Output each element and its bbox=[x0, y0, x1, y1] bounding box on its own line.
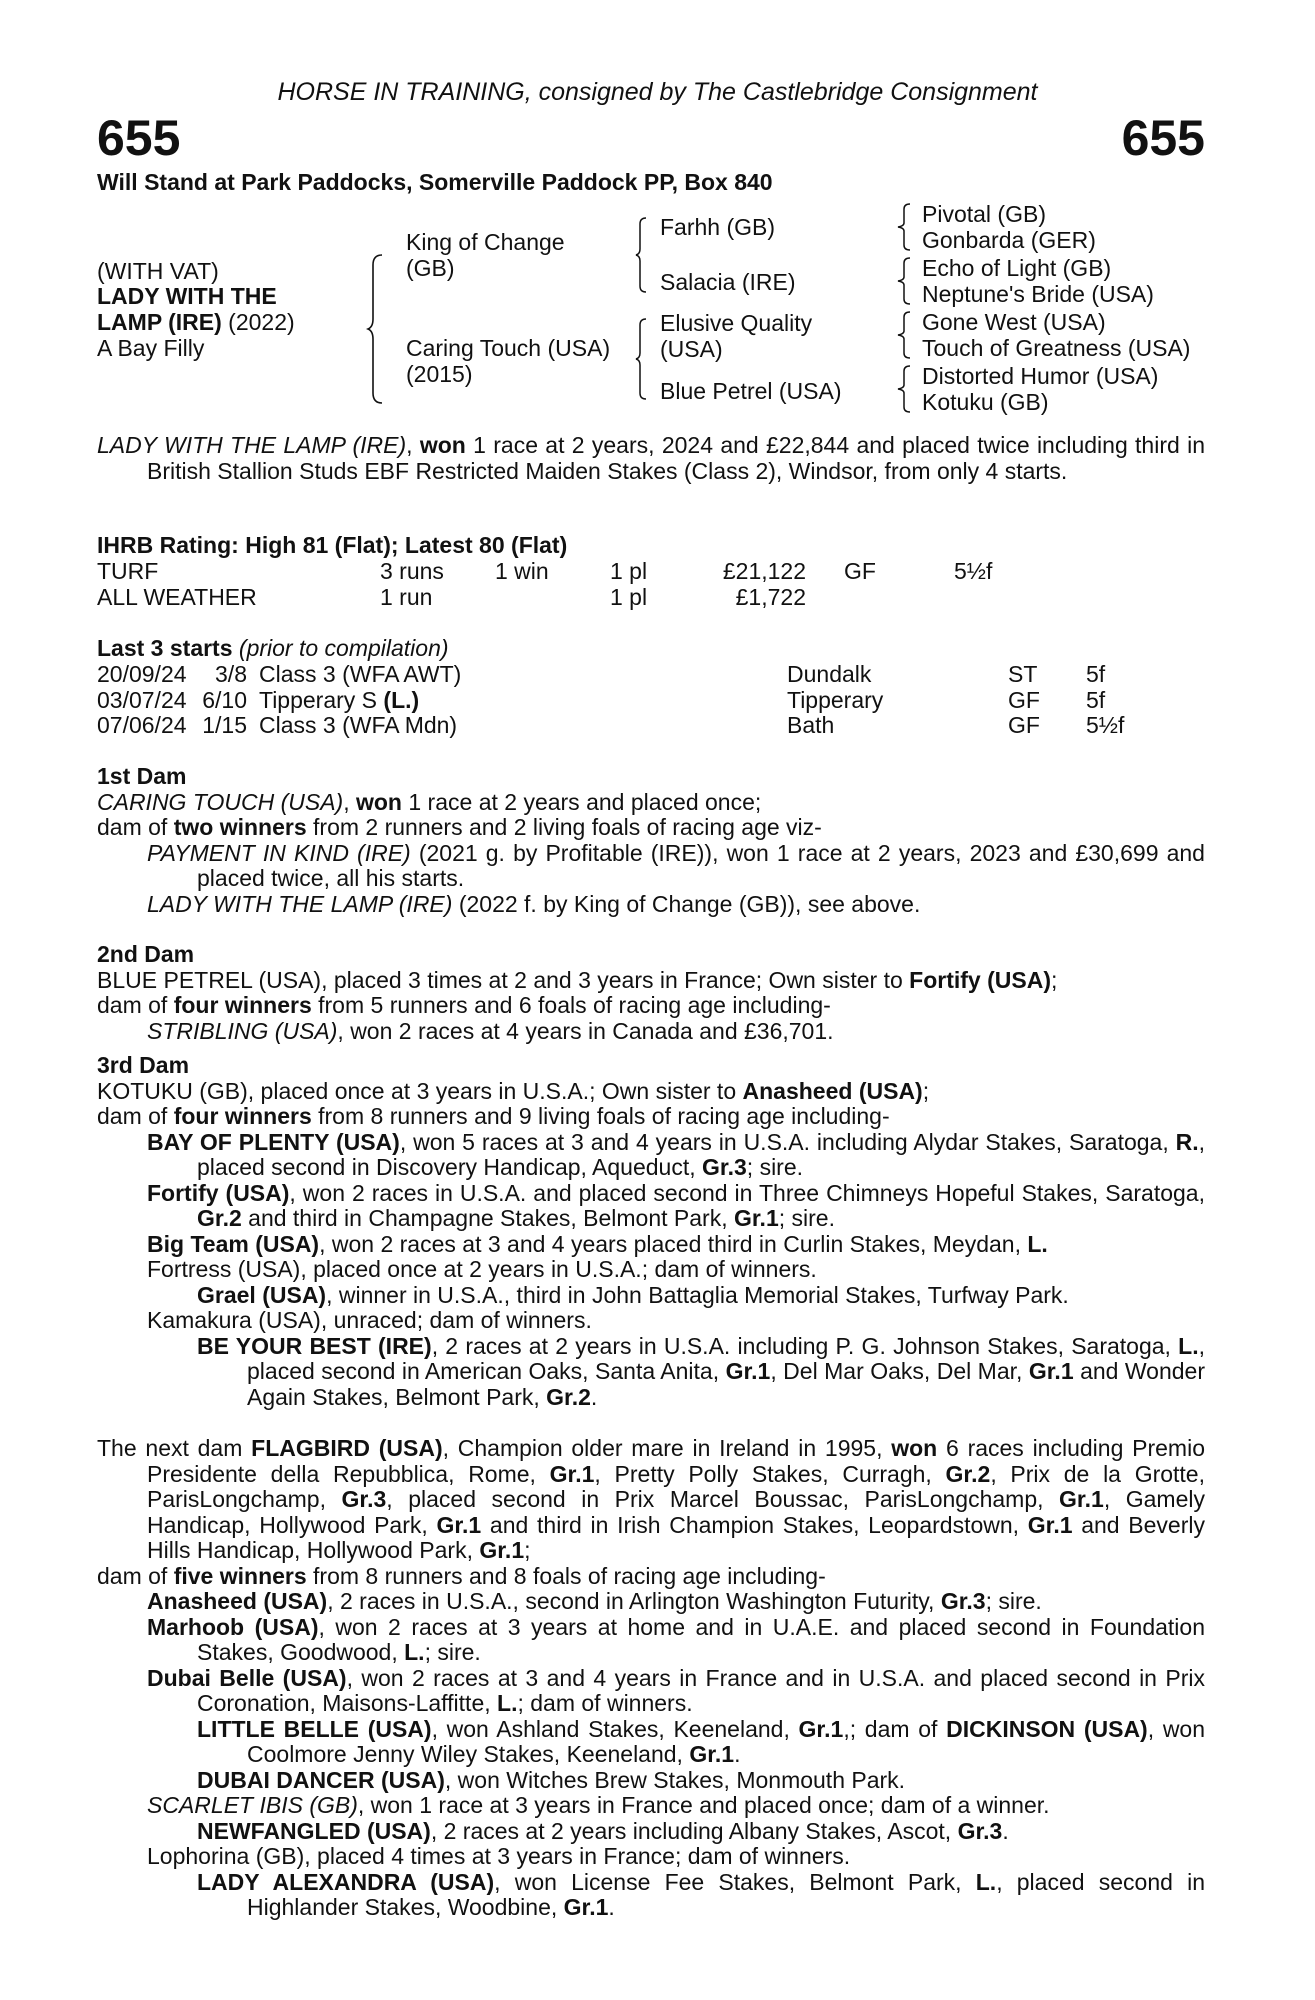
lot-number-left: 655 bbox=[97, 110, 181, 166]
pedigree-brace-main bbox=[366, 253, 384, 405]
second-dam-section: 2nd Dam BLUE PETREL (USA), placed 3 times at 2 and 3 years in France; Own sister to Fortify (USA); dam of four winners from 5 runners and 6 foals of racing age including- STRIBLING (USA), won 2 races at 4 years in Canada and £36,701. bbox=[97, 942, 1205, 1044]
dam-sire-dam: Touch of Greatness (USA) bbox=[922, 335, 1191, 361]
dam-name: Caring Touch (USA) bbox=[406, 335, 611, 361]
dam-dam: Blue Petrel (USA) bbox=[660, 378, 842, 404]
horse-description: A Bay Filly bbox=[97, 335, 205, 361]
table-row: 03/07/24 6/10 Tipperary S (L.) Tipperary GF 5f bbox=[97, 686, 1106, 713]
starts-table bbox=[97, 662, 1146, 739]
lot-number-right: 655 bbox=[1121, 110, 1205, 166]
dam-dam-dam: Kotuku (GB) bbox=[922, 389, 1049, 415]
sire-dam-sire: Echo of Light (GB) bbox=[922, 255, 1112, 281]
pedigree-brace-sire bbox=[634, 216, 648, 294]
sire-sire-dam: Gonbarda (GER) bbox=[922, 227, 1096, 253]
pedigree-brace-g3 bbox=[896, 310, 912, 360]
table-row: 07/06/24 1/15 Class 3 (WFA Mdn) Bath GF 5½f bbox=[97, 712, 1125, 738]
table-row: 20/09/24 3/8 Class 3 (WFA AWT) Dundalk ST 5f bbox=[97, 661, 1106, 687]
rating-table bbox=[97, 559, 1034, 610]
pedigree-brace-dam bbox=[634, 317, 648, 401]
catalogue-header: HORSE IN TRAINING, consigned by The Castlebridge Consignment bbox=[277, 78, 1038, 106]
sire-sire-sire: Pivotal (GB) bbox=[922, 201, 1046, 227]
table-row: TURF 3 runs 1 win 1 pl £21,122 GF 5½f bbox=[97, 558, 993, 584]
pedigree-brace-g2 bbox=[896, 256, 912, 306]
dam-sire-sire: Gone West (USA) bbox=[922, 309, 1106, 335]
sire-dam: Salacia (IRE) bbox=[660, 269, 796, 295]
section-heading: 2nd Dam bbox=[97, 941, 195, 967]
dam-dam-sire: Distorted Humor (USA) bbox=[922, 363, 1159, 389]
dam-sire-line2: (USA) bbox=[660, 336, 723, 362]
vat-label: (WITH VAT) bbox=[97, 258, 219, 284]
race-summary: LADY WITH THE LAMP (IRE), won 1 race at 2 years, 2024 and £22,844 and placed twice including third in British Stallion Studs EBF Restricted Maiden Stakes (Class 2), Windsor, from only 4 starts. bbox=[97, 432, 1205, 484]
horse-name-line1: LADY WITH THE bbox=[97, 283, 277, 309]
sire-sire: Farhh (GB) bbox=[660, 214, 776, 240]
dam-sire-line1: Elusive Quality bbox=[660, 310, 813, 336]
next-dam-section: The next dam FLAGBIRD (USA), Champion older mare in Ireland in 1995, won 6 races including Premio Presidente della Repubblica, Rome, Gr.1, Pretty Polly Stakes, Curragh, Gr.2, Prix de la Grotte, ParisLongchamp, Gr.3, placed second in Prix Marcel Boussac, ParisLongchamp, Gr.1, Gamely Handicap, Hollywood Park, Gr.1 and third in Irish Champion Stakes, Leopardstown, Gr.1 and Beverly Hills Handicap, Hollywood Park, Gr.1; dam of five winners from 8 runners and 8 foals of racing age including- Anasheed (USA), 2 races in U.S.A., second in Arlington Washington Futurity, Gr.3; sire. Marhoob (USA), won 2 races at 3 years at home and in U.A.E. and placed second in Foundation Stakes, Goodwood, L.; sire. Dubai Belle (USA), won 2 races at 3 and 4 years in France and in U.S.A. and placed second in Prix Coronation, Maisons-Laffitte, L.; dam of winners. LITTLE BELLE (USA), won Ashland Stakes, Keeneland, Gr.1,; dam of DICKINSON (USA), won Coolmore Jenny Wiley Stakes, Keeneland, Gr.1. DUBAI DANCER (USA), won Witches Brew Stakes, Monmouth Park. SCARLET IBIS (GB), won 1 race at 3 years in France and placed once; dam of a winner. NEWFANGLED (USA), 2 races at 2 years including Albany Stakes, Ascot, Gr.3. Lophorina (GB), placed 4 times at 3 years in France; dam of winners. LADY ALEXANDRA (USA), won License Fee Stakes, Belmont Park, L., placed second in Highlander Stakes, Woodbine, Gr.1. bbox=[97, 1435, 1206, 1920]
starts-title: Last 3 starts (prior to compilation) bbox=[97, 635, 449, 661]
third-dam-section: 3rd Dam KOTUKU (GB), placed once at 3 years in U.S.A.; Own sister to Anasheed (USA); dam of four winners from 8 runners and 9 living foals of racing age including- BAY OF PLENTY (USA), won 5 races at 3 and 4 years in U.S.A. including Alydar Stakes, Saratoga, R., placed second in Discovery Handicap, Aqueduct, Gr.3; sire. Fortify (USA), won 2 races in U.S.A. and placed second in Three Chimneys Hopeful Stakes, Saratoga, Gr.2 and third in Champagne Stakes, Belmont Park, Gr.1; sire. Big Team (USA), won 2 races at 3 and 4 years placed third in Curlin Stakes, Meydan, L. Fortress (USA), placed once at 2 years in U.S.A.; dam of winners. Grael (USA), winner in U.S.A., third in John Battaglia Memorial Stakes, Turfway Park. Kamakura (USA), unraced; dam of winners. BE YOUR BEST (IRE), 2 races at 2 years in U.S.A. including P. G. Johnson Stakes, Saratoga, L., placed second in American Oaks, Santa Anita, Gr.1, Del Mar Oaks, Del Mar, Gr.1 and Wonder Again Stakes, Belmont Park, Gr.2. bbox=[97, 1052, 1206, 1410]
horse-name-line2: LAMP (IRE) (2022) bbox=[97, 309, 295, 335]
table-row: ALL WEATHER 1 run 1 pl £1,722 bbox=[97, 583, 806, 610]
section-heading: 3rd Dam bbox=[97, 1052, 190, 1078]
pedigree-brace-g1 bbox=[896, 202, 912, 252]
stand-location: Will Stand at Park Paddocks, Somerville Paddock PP, Box 840 bbox=[97, 169, 773, 195]
pedigree-brace-g4 bbox=[896, 364, 912, 414]
rating-title: IHRB Rating: High 81 (Flat); Latest 80 (Flat) bbox=[97, 532, 568, 558]
sire-name: King of Change bbox=[406, 229, 565, 255]
section-heading: 1st Dam bbox=[97, 763, 187, 789]
sire-dam-dam: Neptune's Bride (USA) bbox=[922, 281, 1154, 307]
dam-year: (2015) bbox=[406, 361, 473, 387]
sire-country: (GB) bbox=[406, 255, 455, 281]
first-dam-section: 1st Dam CARING TOUCH (USA), won 1 race at 2 years and placed once; dam of two winners from 2 runners and 2 living foals of racing age viz- PAYMENT IN KIND (IRE) (2021 g. by Profitable (IRE)), won 1 race at 2 years, 2023 and £30,699 and placed twice, all his starts. LADY WITH THE LAMP (IRE) (2022 f. by King of Change (GB)), see above. bbox=[97, 763, 1205, 917]
